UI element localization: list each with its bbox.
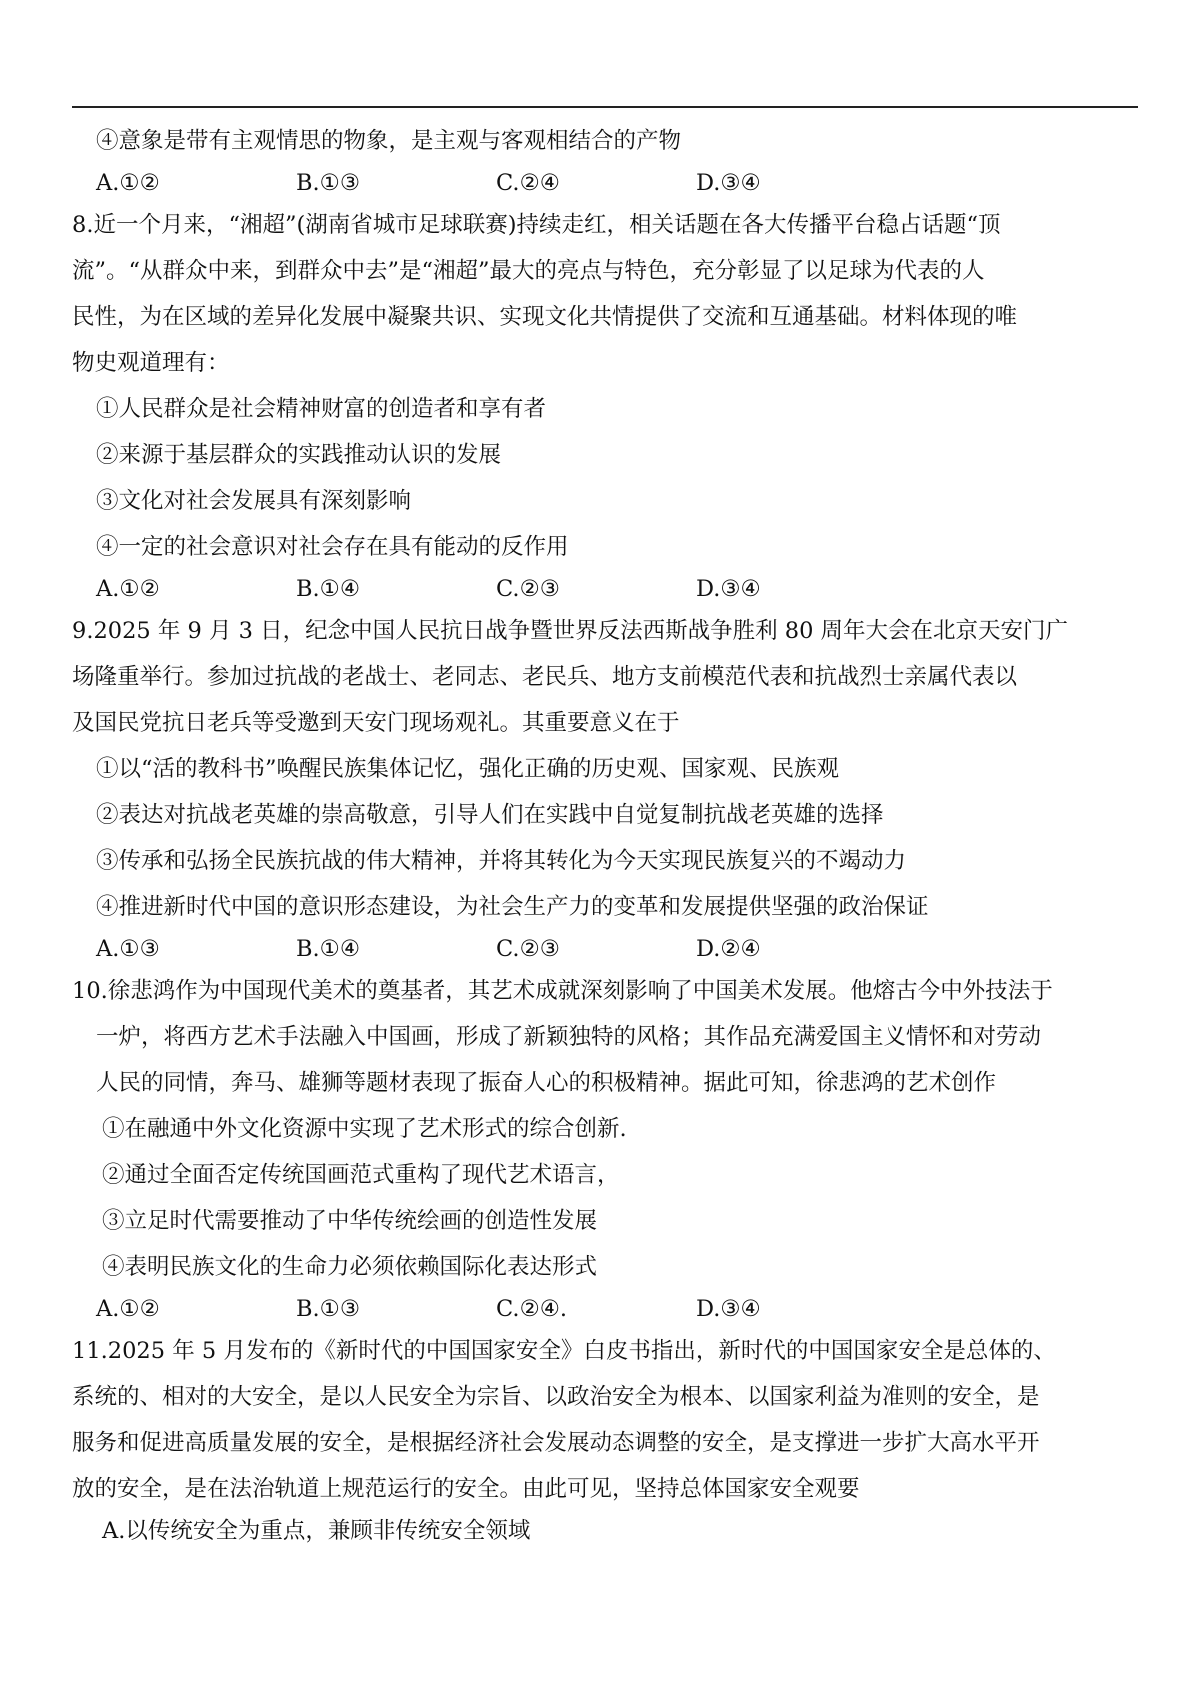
- q8-statement-2: ②来源于基层群众的实践推动认识的发展: [96, 442, 502, 468]
- q11-stem-line: 系统的、相对的大安全，是以人民安全为宗旨、以政治安全为根本、以国家利益为准则的安全，是: [72, 1384, 1040, 1410]
- top-rule: [72, 106, 1138, 108]
- q11-stem-line: 服务和促进高质量发展的安全，是根据经济社会发展动态调整的安全，是支撑进一步扩大高水平开: [72, 1430, 1040, 1456]
- q9-stem-line: 及国民党抗日老兵等受邀到天安门现场观礼。其重要意义在于: [72, 710, 680, 736]
- q8-statement-3: ③文化对社会发展具有深刻影响: [96, 488, 412, 514]
- q10-options: [72, 1290, 1138, 1328]
- q9-option-a: A.①③: [96, 936, 160, 962]
- q8-option-c: C.②③: [496, 576, 560, 602]
- q10-stem-line: 10.徐悲鸿作为中国现代美术的奠基者，其艺术成就深刻影响了中国美术发展。他熔古今中外技法于: [72, 978, 1053, 1004]
- q8-options: [72, 570, 1138, 608]
- q10-option-d: D.③④: [696, 1296, 761, 1322]
- q8-stem-line: 物史观道理有：: [72, 350, 230, 376]
- q10-option-b: B.①③: [296, 1296, 361, 1322]
- q7-option-a: A.①②: [96, 170, 160, 196]
- q8-stem: [72, 202, 1138, 386]
- q9-statement-3: ③传承和弘扬全民族抗战的伟大精神，并将其转化为今天实现民族复兴的不竭动力: [96, 848, 907, 874]
- page-content: [72, 118, 1138, 1550]
- q10-statement-2: ②通过全面否定传统国画范式重构了现代艺术语言，: [102, 1162, 620, 1188]
- q7-option-d: D.③④: [696, 170, 761, 196]
- q11-option-a: A.以传统安全为重点，兼顾非传统安全领域: [102, 1518, 531, 1544]
- q11-stem: [72, 1328, 1138, 1512]
- q10-option-a: A.①②: [96, 1296, 160, 1322]
- q9-stem: [72, 608, 1138, 746]
- q11-stem-line: 放的安全，是在法治轨道上规范运行的安全。由此可见，坚持总体国家安全观要: [72, 1476, 860, 1502]
- q9-option-d: D.②④: [696, 936, 761, 962]
- q7-statement-4: ④意象是带有主观情思的物象，是主观与客观相结合的产物: [96, 128, 682, 154]
- q8-option-d: D.③④: [696, 576, 761, 602]
- q9-option-c: C.②③: [496, 936, 560, 962]
- q10-statement-4: ④表明民族文化的生命力必须依赖国际化表达形式: [102, 1254, 598, 1280]
- q10-stem-line: 人民的同情，奔马、雄狮等题材表现了振奋人心的积极精神。据此可知，徐悲鸿的艺术创作: [96, 1070, 997, 1096]
- q8-stem-line: 8.近一个月来，“湘超”(湖南省城市足球联赛)持续走红，相关话题在各大传播平台稳占话题“顶: [72, 212, 1001, 238]
- q9-statement-1: ①以“活的教科书”唤醒民族集体记忆，强化正确的历史观、国家观、民族观: [96, 756, 840, 782]
- q10-statement-3: ③立足时代需要推动了中华传统绘画的创造性发展: [102, 1208, 598, 1234]
- q8-stem-line: 民性，为在区域的差异化发展中凝聚共识、实现文化共情提供了交流和互通基础。材料体现的唯: [72, 304, 1018, 330]
- q9-stem-line: 9.2025 年 9 月 3 日，纪念中国人民抗日战争暨世界反法西斯战争胜利 80 周年大会在北京天安门广: [72, 618, 1069, 644]
- q8-statement-1: ①人民群众是社会精神财富的创造者和享有者: [96, 396, 547, 422]
- q7-option-b: B.①③: [296, 170, 361, 196]
- q8-option-b: B.①④: [296, 576, 361, 602]
- q10-statement-1: ①在融通中外文化资源中实现了艺术形式的综合创新.: [102, 1116, 627, 1142]
- q9-options: [72, 930, 1138, 968]
- q10-stem-line: 一炉，将西方艺术手法融入中国画，形成了新颖独特的风格；其作品充满爱国主义情怀和对劳动: [96, 1024, 1042, 1050]
- q9-option-b: B.①④: [296, 936, 361, 962]
- q7-options: [72, 164, 1138, 202]
- q11-stem-line: 11.2025 年 5 月发布的《新时代的中国国家安全》白皮书指出，新时代的中国国家安全是总体的、: [72, 1338, 1056, 1364]
- q9-statement-4: ④推进新时代中国的意识形态建设，为社会生产力的变革和发展提供坚强的政治保证: [96, 894, 929, 920]
- q9-stem-line: 场隆重举行。参加过抗战的老战士、老同志、老民兵、地方支前模范代表和抗战烈士亲属代表以: [72, 664, 1018, 690]
- q7-option-c: C.②④: [496, 170, 560, 196]
- q10-stem: [72, 968, 1138, 1106]
- q8-statement-4: ④一定的社会意识对社会存在具有能动的反作用: [96, 534, 569, 560]
- q9-statement-2: ②表达对抗战老英雄的崇高敬意，引导人们在实践中自觉复制抗战老英雄的选择: [96, 802, 884, 828]
- q8-stem-line: 流”。“从群众中来，到群众中去”是“湘超”最大的亮点与特色，充分彰显了以足球为代表的人: [72, 258, 985, 284]
- q8-option-a: A.①②: [96, 576, 160, 602]
- q10-option-c: C.②④.: [496, 1296, 568, 1322]
